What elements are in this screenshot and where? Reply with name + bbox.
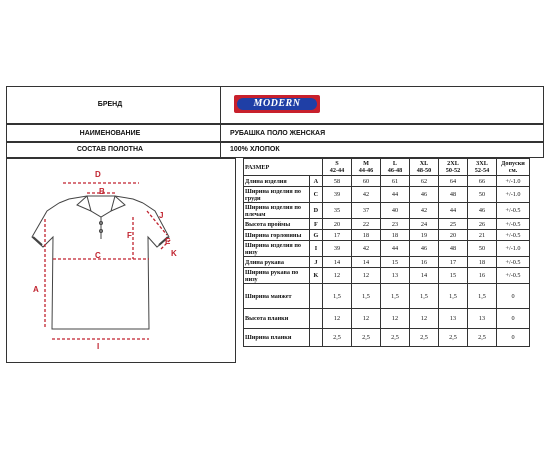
row-code <box>309 309 322 329</box>
table-cell: 1,5 <box>323 284 352 309</box>
row-name: Длина рукава <box>244 257 310 268</box>
tolerance-header: Допуски см. <box>497 159 530 176</box>
label-k: K <box>171 249 177 258</box>
brand-label: БРЕНД <box>97 101 123 108</box>
tolerance-cell: 0 <box>497 284 530 309</box>
table-cell: 42 <box>352 241 381 257</box>
polo-shirt-sketch <box>7 159 237 364</box>
label-a: A <box>33 285 39 294</box>
col-3xl: 3XL 52-54 <box>468 159 497 176</box>
table-cell: 42 <box>410 203 439 219</box>
table-row <box>244 257 530 268</box>
table-cell: 2,5 <box>381 329 410 347</box>
tolerance-cell: +/-0.5 <box>497 257 530 268</box>
size-table <box>243 158 530 347</box>
row-name: Ширина изделия по груди <box>244 187 310 203</box>
col-s: S 42-44 <box>323 159 352 176</box>
table-cell: 60 <box>352 176 381 187</box>
table-cell: 16 <box>468 268 497 284</box>
col-m: M 44-46 <box>352 159 381 176</box>
table-cell: 62 <box>410 176 439 187</box>
table-cell: 42 <box>352 187 381 203</box>
table-cell: 46 <box>468 203 497 219</box>
garment-diagram <box>6 158 236 363</box>
table-cell: 2,5 <box>323 329 352 347</box>
row-name: Длина изделия <box>244 176 310 187</box>
label-e: E <box>165 237 171 246</box>
table-cell: 1,5 <box>381 284 410 309</box>
row-code: K <box>309 268 322 284</box>
table-row <box>244 203 530 219</box>
table-cell: 1,5 <box>410 284 439 309</box>
row-code: J <box>309 257 322 268</box>
table-cell: 48 <box>439 241 468 257</box>
row-name: Ширина манжет <box>244 284 310 309</box>
table-cell: 12 <box>323 268 352 284</box>
tolerance-cell: +/-1.0 <box>497 187 530 203</box>
table-cell: 12 <box>323 309 352 329</box>
row-name: Ширина изделия по низу <box>244 241 310 257</box>
row-code: C <box>309 187 322 203</box>
table-cell: 16 <box>410 257 439 268</box>
row-code: D <box>309 203 322 219</box>
table-cell: 20 <box>323 219 352 230</box>
table-cell: 50 <box>468 187 497 203</box>
table-cell: 18 <box>352 230 381 241</box>
table-cell: 20 <box>439 230 468 241</box>
label-j: J <box>159 211 164 220</box>
table-cell: 13 <box>439 309 468 329</box>
table-cell: 2,5 <box>410 329 439 347</box>
table-cell: 19 <box>410 230 439 241</box>
table-cell: 35 <box>323 203 352 219</box>
table-cell: 21 <box>468 230 497 241</box>
table-header-row <box>244 159 530 176</box>
name-label: НАИМЕНОВАНИЕ <box>79 130 141 137</box>
tolerance-cell: 0 <box>497 329 530 347</box>
table-cell: 14 <box>352 257 381 268</box>
table-row <box>244 230 530 241</box>
table-cell: 17 <box>323 230 352 241</box>
table-cell: 24 <box>410 219 439 230</box>
table-cell: 46 <box>410 241 439 257</box>
table-cell: 66 <box>468 176 497 187</box>
tolerance-cell: +/-1.0 <box>497 241 530 257</box>
row-name: Высота планки <box>244 309 310 329</box>
table-row <box>244 268 530 284</box>
table-row <box>244 284 530 309</box>
table-cell: 37 <box>352 203 381 219</box>
row-name: Ширина планки <box>244 329 310 347</box>
table-cell: 44 <box>381 187 410 203</box>
col-l: L 46-48 <box>381 159 410 176</box>
tolerance-cell: +/-0.5 <box>497 268 530 284</box>
table-cell: 18 <box>381 230 410 241</box>
table-cell: 39 <box>323 187 352 203</box>
label-f: F <box>127 231 132 240</box>
table-cell: 15 <box>381 257 410 268</box>
table-row <box>244 329 530 347</box>
row-code: A <box>309 176 322 187</box>
table-cell: 12 <box>352 309 381 329</box>
table-cell: 15 <box>439 268 468 284</box>
table-cell: 25 <box>439 219 468 230</box>
row-code <box>309 284 322 309</box>
tolerance-cell: +/-1.0 <box>497 176 530 187</box>
table-cell: 1,5 <box>439 284 468 309</box>
table-cell: 13 <box>381 268 410 284</box>
table-cell: 14 <box>410 268 439 284</box>
tolerance-cell: +/-0.5 <box>497 203 530 219</box>
table-cell: 22 <box>352 219 381 230</box>
table-cell: 12 <box>410 309 439 329</box>
table-cell: 17 <box>439 257 468 268</box>
name-value: РУБАШКА ПОЛО ЖЕНСКАЯ <box>230 130 326 137</box>
table-cell: 1,5 <box>352 284 381 309</box>
table-row <box>244 219 530 230</box>
row-name: Высота проймы <box>244 219 310 230</box>
size-header: РАЗМЕР <box>244 159 323 176</box>
col-2xl: 2XL 50-52 <box>439 159 468 176</box>
table-cell: 23 <box>381 219 410 230</box>
table-row <box>244 176 530 187</box>
table-cell: 1,5 <box>468 284 497 309</box>
brand-divider <box>220 86 221 124</box>
table-row <box>244 241 530 257</box>
table-cell: 14 <box>323 257 352 268</box>
table-cell: 2,5 <box>352 329 381 347</box>
table-cell: 44 <box>381 241 410 257</box>
table-cell: 40 <box>381 203 410 219</box>
table-row <box>244 187 530 203</box>
table-cell: 26 <box>468 219 497 230</box>
fabric-value: 100% ХЛОПОК <box>230 146 280 153</box>
brand-logo: MODERN <box>234 95 320 113</box>
table-cell: 13 <box>468 309 497 329</box>
table-cell: 48 <box>439 187 468 203</box>
table-cell: 50 <box>468 241 497 257</box>
table-cell: 2,5 <box>468 329 497 347</box>
table-row <box>244 309 530 329</box>
table-cell: 46 <box>410 187 439 203</box>
fabric-label: СОСТАВ ПОЛОТНА <box>76 146 144 153</box>
table-cell: 58 <box>323 176 352 187</box>
table-cell: 12 <box>352 268 381 284</box>
label-c: C <box>95 251 101 260</box>
row-code <box>309 329 322 347</box>
row-name: Ширина изделия по плечам <box>244 203 310 219</box>
row-code: I <box>309 241 322 257</box>
col-xl: XL 48-50 <box>410 159 439 176</box>
label-d: D <box>95 170 101 179</box>
row-name: Ширина горловины <box>244 230 310 241</box>
table-cell: 39 <box>323 241 352 257</box>
table-cell: 44 <box>439 203 468 219</box>
row-name: Ширина рукава по низу <box>244 268 310 284</box>
label-b: B <box>99 187 105 196</box>
table-cell: 18 <box>468 257 497 268</box>
row-code: G <box>309 230 322 241</box>
tolerance-cell: 0 <box>497 309 530 329</box>
table-cell: 2,5 <box>439 329 468 347</box>
table-cell: 64 <box>439 176 468 187</box>
table-cell: 61 <box>381 176 410 187</box>
label-i: I <box>97 342 100 351</box>
tolerance-cell: +/-0.5 <box>497 230 530 241</box>
tolerance-cell: +/-0.5 <box>497 219 530 230</box>
row-code: F <box>309 219 322 230</box>
table-cell: 12 <box>381 309 410 329</box>
